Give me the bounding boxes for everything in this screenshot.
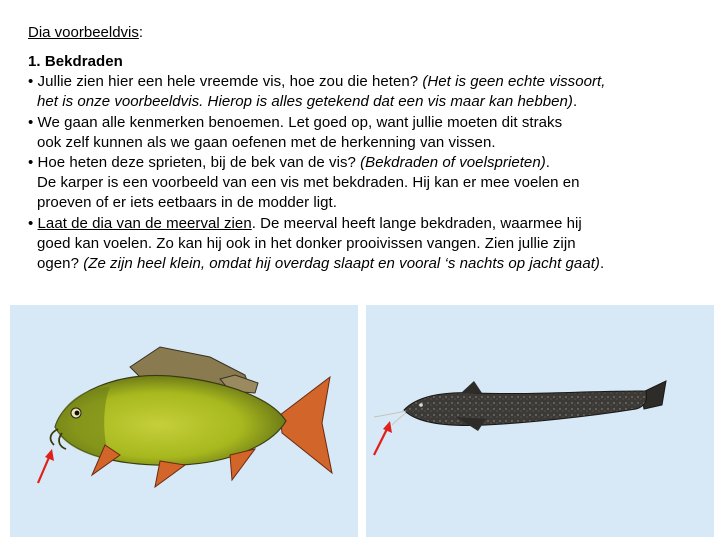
bullet-marker: • xyxy=(28,113,34,131)
bullet-3-end: . xyxy=(545,154,550,172)
slide-title-colon: : xyxy=(138,24,144,41)
bullet-3-line-2: De karper is een voorbeeld van een vis met bekdraden. Hij kan er mee voelen en xyxy=(37,174,580,192)
bullet-1-answer: (Het is geen echte vissoort, xyxy=(422,73,606,91)
bullet-1-end: . xyxy=(572,93,578,111)
slide-content xyxy=(28,52,718,274)
carp-tail-fin xyxy=(280,377,332,473)
bullet-4-line-2: goed kan voelen. Zo kan hij ook in het donker prooivissen vangen. Zien jullie zijn xyxy=(37,234,576,252)
carp-pupil xyxy=(75,411,80,416)
carp-arrow-shaft xyxy=(38,455,50,483)
catfish-image xyxy=(366,305,714,537)
bullet-4-instruction: Laat de dia van de meerval zien xyxy=(37,214,252,232)
bullet-marker: • xyxy=(28,73,34,91)
bullet-marker: • xyxy=(28,214,34,232)
bullet-1-line-2 xyxy=(28,92,718,112)
bullet-4-end: . xyxy=(599,255,605,273)
catfish-arrow-head xyxy=(383,421,392,433)
catfish-dorsal-fin xyxy=(461,381,482,393)
carp-pelvic-fin xyxy=(155,461,185,487)
bullet-3-text: Hoe heten deze sprieten, bij de bek van de vis? xyxy=(37,154,361,172)
carp-image xyxy=(10,305,358,537)
catfish-barbel-short xyxy=(392,413,406,425)
carp-arrow-head xyxy=(45,449,54,461)
catfish-body xyxy=(404,391,647,425)
bullet-3-line-3: proeven of er iets eetbaars in de modder ligt. xyxy=(37,194,337,212)
bullet-4-question: ogen? xyxy=(37,255,84,273)
bullet-1-text: Jullie zien hier een hele vreemde vis, hoe zou die heten? xyxy=(37,73,423,91)
catfish-arrow-shaft xyxy=(374,427,388,455)
bullet-1-answer-cont: het is onze voorbeeldvis. Hierop is alles getekend dat een vis maar kan hebben) xyxy=(37,93,573,111)
bullet-2-text: We gaan alle kenmerken benoemen. Let goed op, want jullie moeten dit straks xyxy=(37,113,563,131)
bullet-3-answer: (Bekdraden of voelsprieten) xyxy=(360,154,546,172)
catfish-illustration xyxy=(366,305,714,537)
section-heading: 1. Bekdraden xyxy=(28,53,123,70)
bullet-4-line-1 xyxy=(28,214,718,234)
bullet-3-line-1 xyxy=(28,153,718,173)
carp-anal-fin xyxy=(230,449,255,480)
bullet-4-answer: (Ze zijn heel klein, omdat hij overdag slaapt en vooral ‘s nachts op jacht gaat) xyxy=(83,255,600,273)
bullet-2-line-1 xyxy=(28,113,718,133)
bullet-4-line-3 xyxy=(28,254,718,274)
catfish-eye xyxy=(419,403,423,407)
slide-title-text: Dia voorbeeldvis xyxy=(28,24,139,41)
bullet-2-line-2: ook zelf kunnen als we gaan oefenen met de herkenning van vissen. xyxy=(37,133,496,151)
slide-title xyxy=(28,24,143,42)
bullet-marker: • xyxy=(28,154,34,172)
bullet-1-line-1 xyxy=(28,72,718,92)
carp-illustration xyxy=(10,305,358,537)
bullet-4-text: . De meerval heeft lange bekdraden, waarmee hij xyxy=(251,214,582,232)
